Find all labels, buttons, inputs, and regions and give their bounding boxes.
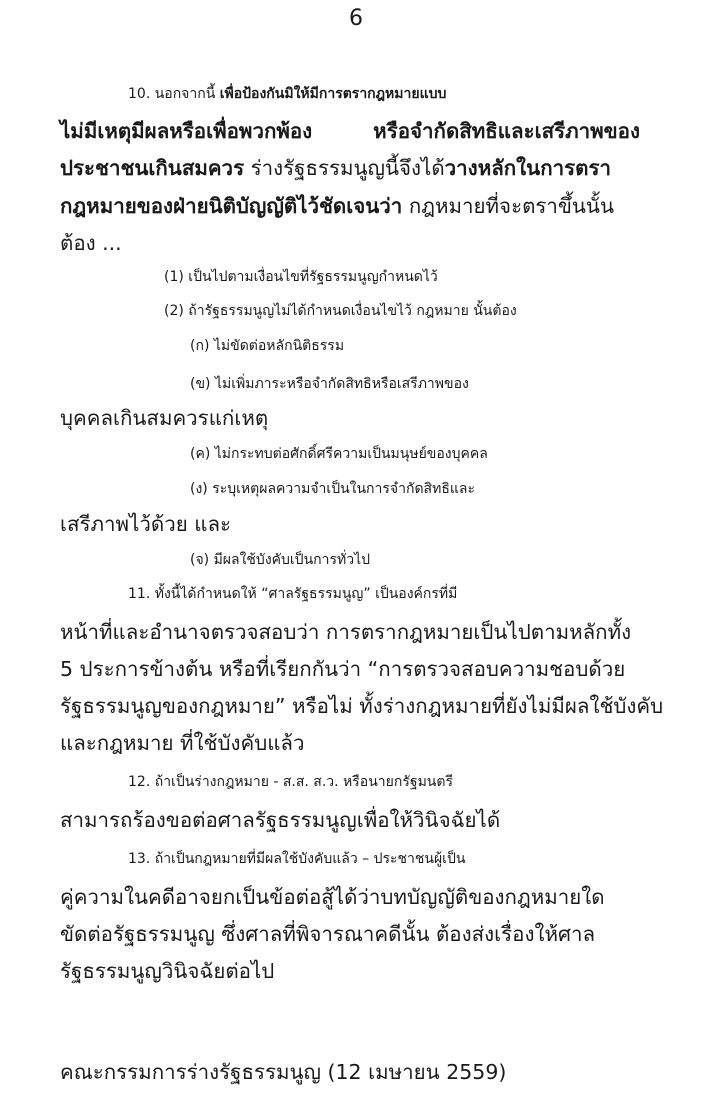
para-12-line-1: 12. ถ้าเป็นร่างกฎหมาย - ส.ส. ส.ว. หรือนายกรัฐมนตรี bbox=[128, 774, 453, 790]
para-10-lead: 10. นอกจากนี้ bbox=[128, 86, 220, 102]
para-13-line-2: คู่ความในคดีอาจยกเป็นข้อต่อสู้ได้ว่าบทบัญญัติของกฎหมายใด bbox=[60, 885, 605, 909]
para-13-line-1: 13. ถ้าเป็นกฎหมายที่มีผลใช้บังคับแล้ว – ประชาชนผู้เป็น bbox=[128, 851, 466, 867]
para-10-emphasis-1: เพื่อป้องกันมิให้มีการตรากฎหมายแบบ bbox=[219, 86, 447, 102]
para-11-line-5: และกฎหมาย ที่ใช้บังคับแล้ว bbox=[60, 731, 305, 755]
para-11-line-2: หน้าที่และอำนาจตรวจสอบว่า การตรากฎหมายเป็นไปตามหลักทั้ง bbox=[60, 620, 632, 644]
sub-condition-kh-line-2: บุคคลเกินสมควรแก่เหตุ bbox=[60, 406, 269, 430]
para-10-line-5: ต้อง ... bbox=[60, 231, 122, 255]
para-10-line-4 bbox=[60, 188, 640, 225]
para-10-line-3 bbox=[60, 150, 640, 187]
para-13-line-3: ขัดต่อรัฐธรรมนูญ ซึ่งศาลที่พิจารณาคดีนั้น ต้องส่งเรื่องให้ศาล bbox=[60, 922, 596, 946]
para-10-text-3: ร่างรัฐธรรมนูญนี้จึงได้ bbox=[244, 156, 445, 180]
para-10-text-4: กฎหมายที่จะตราขึ้นนั้น bbox=[402, 194, 614, 218]
para-11-line-3: 5 ประการข้างต้น หรือที่เรียกกันว่า “การตรวจสอบความชอบด้วย bbox=[60, 657, 626, 681]
condition-1: (1) เป็นไปตามเงื่อนไขที่รัฐธรรมนูญกำหนดไว้ bbox=[164, 269, 438, 285]
para-10-emphasis-4: วางหลักในการตรา bbox=[444, 156, 611, 180]
sub-condition-cho: (จ) มีผลใช้บังคับเป็นการทั่วไป bbox=[190, 552, 371, 568]
condition-2: (2) ถ้ารัฐธรรมนูญไม่ได้กำหนดเงื่อนไขไว้ กฎหมาย นั้นต้อง bbox=[164, 303, 517, 319]
sub-condition-ka: (ก) ไม่ขัดต่อหลักนิติธรรม bbox=[190, 338, 345, 354]
para-10-emphasis-2: ไม่มีเหตุมีผลหรือเพื่อพวกพ้อง หรือจำกัดสิทธิและเสรีภาพของ bbox=[60, 119, 640, 143]
para-11-line-4: รัฐธรรมนูญของกฎหมาย” หรือไม่ ทั้งร่างกฎหมายที่ยังไม่มีผลใช้บังคับ bbox=[60, 694, 664, 718]
para-10-line-1 bbox=[128, 76, 708, 113]
sub-condition-kh-line-1: (ข) ไม่เพิ่มภาระหรือจำกัดสิทธิหรือเสรีภาพของ bbox=[190, 376, 469, 392]
para-10-emphasis-3: ประชาชนเกินสมควร bbox=[60, 156, 245, 180]
sub-condition-kho: (ค) ไม่กระทบต่อศักดิ์ศรีความเป็นมนุษย์ของบุคคล bbox=[190, 446, 488, 462]
para-10-line-2 bbox=[60, 113, 640, 150]
page-number: 6 bbox=[349, 6, 363, 31]
sub-condition-ngo-line-1: (ง) ระบุเหตุผลความจำเป็นในการจำกัดสิทธิและ bbox=[190, 481, 475, 497]
para-13-line-4: รัฐธรรมนูญวินิจฉัยต่อไป bbox=[60, 959, 275, 983]
sub-condition-ngo-line-2: เสรีภาพไว้ด้วย และ bbox=[60, 512, 232, 536]
para-12-line-2: สามารถร้องขอต่อศาลรัฐธรรมนูญเพื่อให้วินิจฉัยได้ bbox=[60, 808, 501, 832]
footer-credit: คณะกรรมการร่างรัฐธรรมนูญ (12 เมษายน 2559) bbox=[60, 1060, 507, 1084]
para-11-line-1: 11. ทั้งนี้ได้กำหนดให้ “ศาลรัฐธรรมนูญ” เป็นองค์กรที่มี bbox=[128, 586, 458, 602]
para-10-emphasis-5: กฎหมายของฝ่ายนิติบัญญัติไว้ชัดเจนว่า bbox=[60, 194, 403, 218]
